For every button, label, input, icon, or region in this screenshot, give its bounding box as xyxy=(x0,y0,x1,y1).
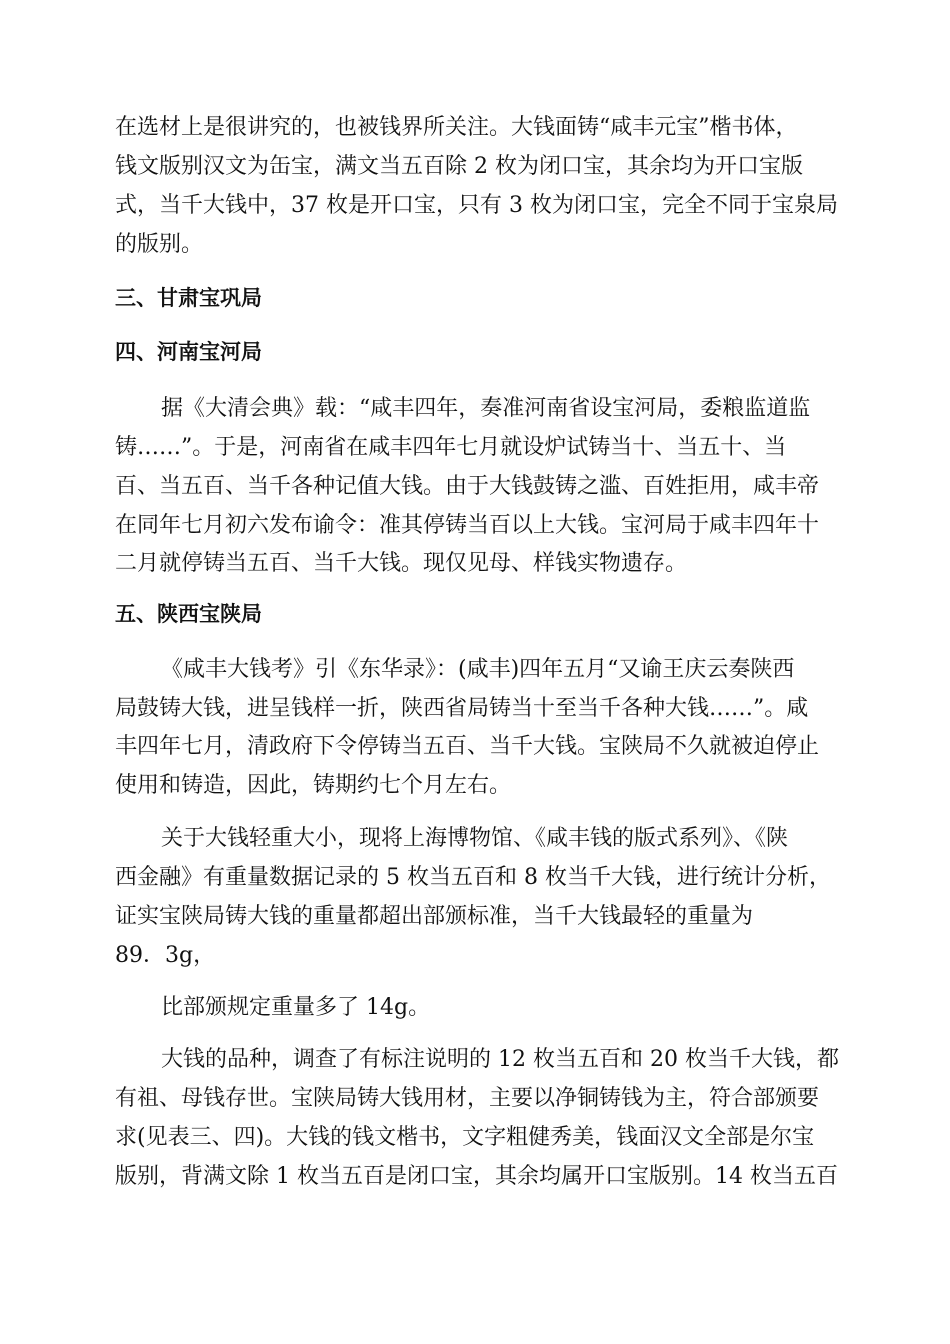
paragraph-line: 丰四年七月，清政府下令停铸当五百、当千大钱。宝陕局不久就被迫停止 xyxy=(115,734,820,759)
paragraph-line: 铸……”。于是，河南省在咸丰四年七月就设炉试铸当十、当五十、当 xyxy=(115,435,787,460)
paragraph-line: 钱文版别汉文为缶宝，满文当五百除 2 枚为闭口宝，其余均为开口宝版 xyxy=(115,154,803,179)
section-heading: 五、陕西宝陕局 xyxy=(115,602,262,626)
paragraph-line: 式，当千大钱中，37 枚是开口宝，只有 3 枚为闭口宝，完全不同于宝泉局 xyxy=(115,193,838,218)
paragraph-line: 百、当五百、当千各种记值大钱。由于大钱鼓铸之滥、百姓拒用，咸丰帝 xyxy=(115,474,820,499)
paragraph-line: 使用和铸造，因此，铸期约七个月左右。 xyxy=(115,773,512,798)
paragraph-line: 西金融》有重量数据记录的 5 枚当五百和 8 枚当千大钱，进行统计分析， xyxy=(115,865,831,890)
paragraph-line: 89．3g， xyxy=(115,943,216,968)
paragraph-line: 求(见表三、四)。大钱的钱文楷书，文字粗健秀美，钱面汉文全部是尔宝 xyxy=(115,1125,815,1150)
paragraph-line: 在选材上是很讲究的，也被钱界所关注。大钱面铸“咸丰元宝”楷书体， xyxy=(115,115,798,140)
paragraph-line: 证实宝陕局铸大钱的重量都超出部颁标准，当千大钱最轻的重量为 xyxy=(115,904,754,929)
paragraph-line: 在同年七月初六发布谕令：准其停铸当百以上大钱。宝河局于咸丰四年十 xyxy=(115,513,820,538)
paragraph-line: 的版别。 xyxy=(115,232,204,257)
paragraph-line: 据《大清会典》载：“咸丰四年，奏准河南省设宝河局，委粮监道监 xyxy=(161,396,811,421)
section-heading: 三、甘肃宝巩局 xyxy=(115,286,262,310)
paragraph-line: 比部颁规定重量多了 14g。 xyxy=(161,995,431,1020)
paragraph-line: 大钱的品种，调查了有标注说明的 12 枚当五百和 20 枚当千大钱，都 xyxy=(161,1047,839,1072)
section-heading: 四、河南宝河局 xyxy=(115,340,262,364)
paragraph-line: 《咸丰大钱考》引《东华录》：(咸丰)四年五月“又谕王庆云奏陕西 xyxy=(161,657,795,682)
paragraph-line: 局鼓铸大钱，进呈钱样一折，陕西省局铸当十至当千各种大钱……”。咸 xyxy=(115,696,809,721)
paragraph-line: 二月就停铸当五百、当千大钱。现仅见母、样钱实物遗存。 xyxy=(115,551,688,576)
paragraph-line: 有祖、母钱存世。宝陕局铸大钱用材，主要以净铜铸钱为主，符合部颁要 xyxy=(115,1086,820,1111)
paragraph-line: 关于大钱轻重大小，现将上海博物馆、《咸丰钱的版式系列》、《陕 xyxy=(161,826,789,851)
paragraph-line: 版别，背满文除 1 枚当五百是闭口宝，其余均属开口宝版别。14 枚当五百 xyxy=(115,1164,838,1189)
